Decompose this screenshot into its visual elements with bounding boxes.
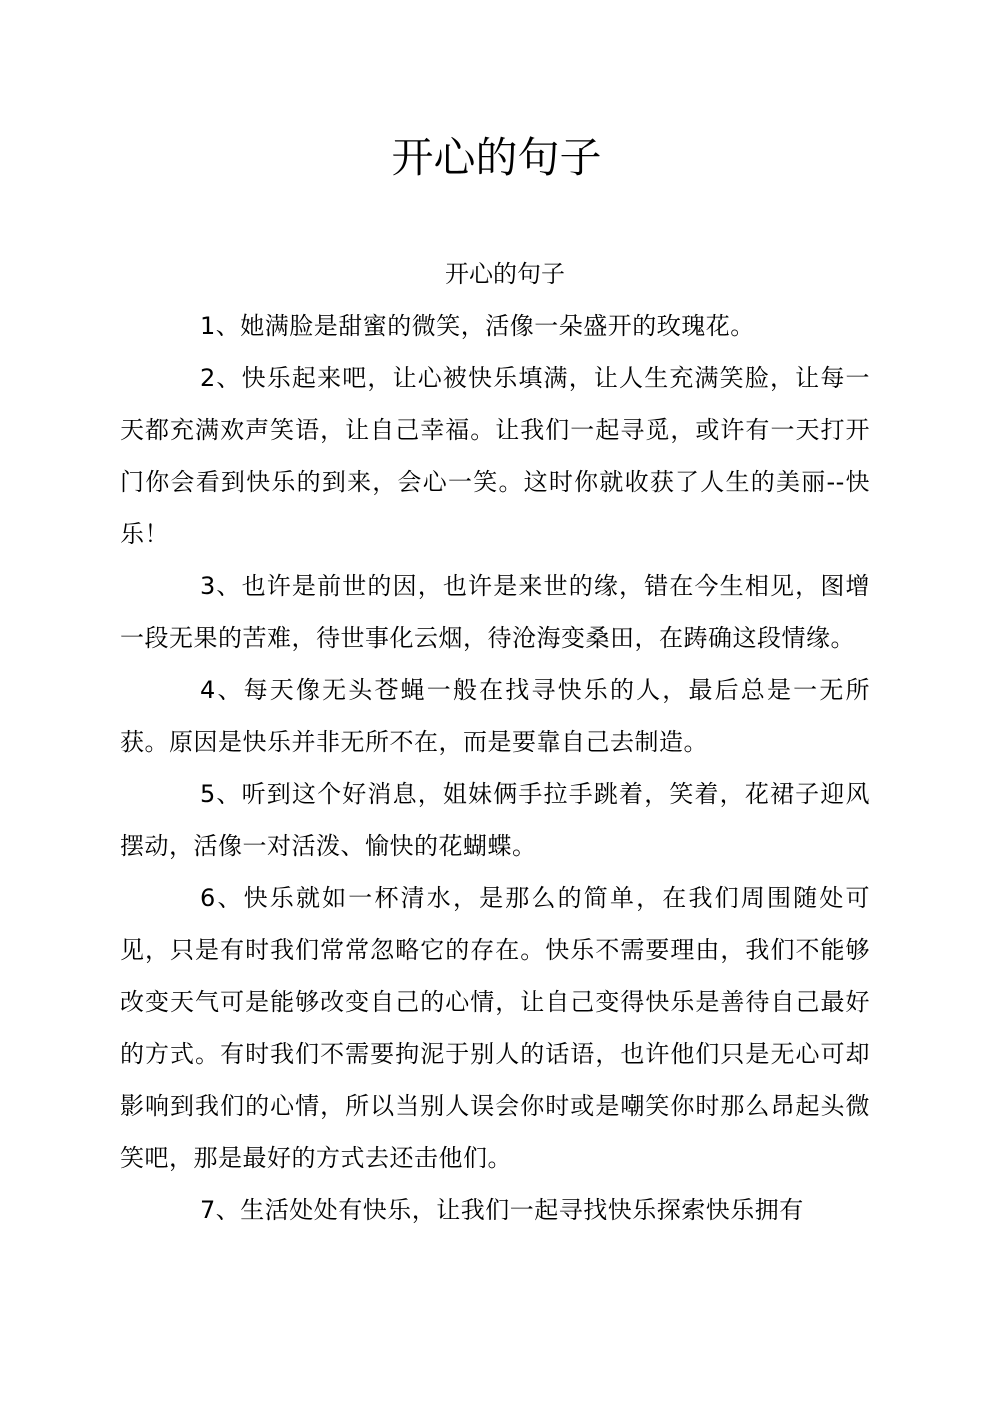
paragraph-7: 7、生活处处有快乐，让我们一起寻找快乐探索快乐拥有 <box>200 1196 804 1224</box>
paragraph-2: 2、快乐起来吧，让心被快乐填满，让人生充满笑脸，让每一天都充满欢声笑语，让自己幸福。让我们一起寻觅，或许有一天打开门你会看到快乐的到来，会心一笑。这时你就收获了人生的美丽--快乐！ <box>120 364 870 548</box>
paragraph-3: 3、也许是前世的因，也许是来世的缘，错在今生相见，图增一段无果的苦难，待世事化云烟，待沧海变桑田，在踌确这段情缘。 <box>120 572 870 652</box>
document-subtitle: 开心的句子 <box>445 260 565 288</box>
paragraph-4: 4、每天像无头苍蝇一般在找寻快乐的人，最后总是一无所获。原因是快乐并非无所不在，而是要靠自己去制造。 <box>120 676 870 756</box>
paragraph-5: 5、听到这个好消息，姐妹俩手拉手跳着，笑着，花裙子迎风摆动，活像一对活泼、愉快的花蝴蝶。 <box>120 780 870 860</box>
document-title: 开心的句子 <box>391 133 602 182</box>
document-body <box>120 248 870 1236</box>
paragraph-1: 1、她满脸是甜蜜的微笑，活像一朵盛开的玫瑰花。 <box>200 312 755 340</box>
paragraph-6: 6、快乐就如一杯清水，是那么的简单，在我们周围随处可见，只是有时我们常常忽略它的存在。快乐不需要理由，我们不能够改变天气可是能够改变自己的心情，让自己变得快乐是善待自己最好的方式。有时我们不需要拘泥于别人的话语，也许他们只是无心可却影响到我们的心情，所以当别人误会你时或是嘲笑你时那么昂起头微笑吧，那是最好的方式去还击他们。 <box>120 884 870 1172</box>
